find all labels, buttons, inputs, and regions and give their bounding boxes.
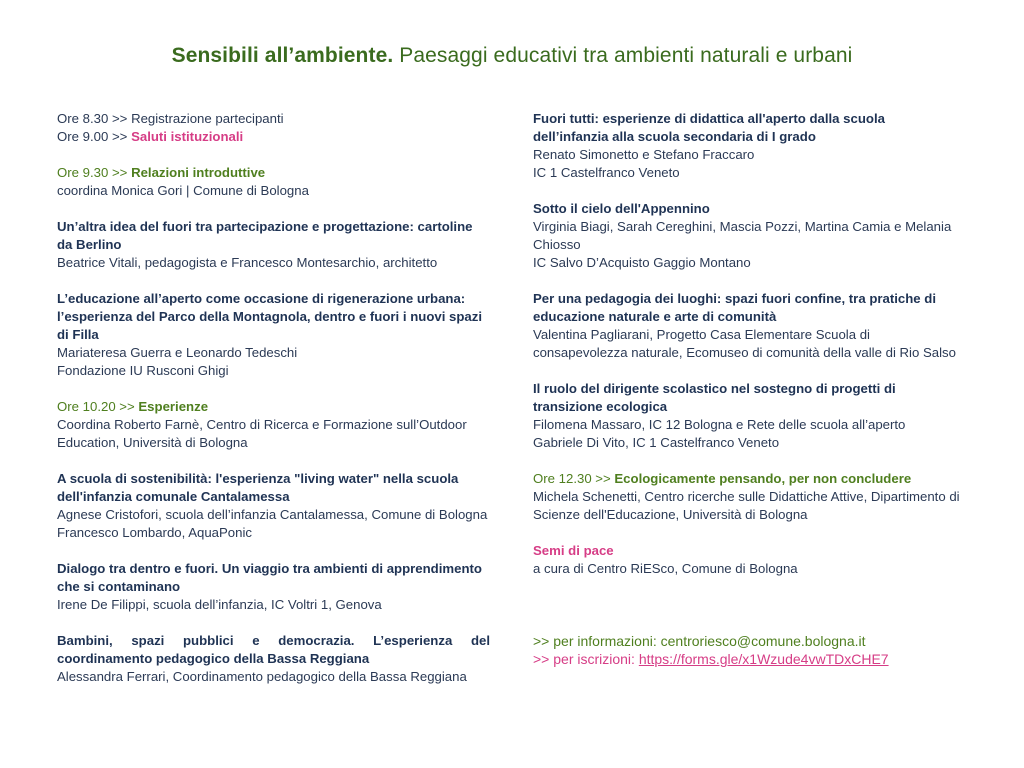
talk-speaker: Fondazione IU Rusconi Ghigi (57, 363, 229, 378)
talk-speaker: Renato Simonetto e Stefano Fraccaro (533, 147, 755, 162)
info-email[interactable]: centroriesco@comune.bologna.it (660, 633, 866, 649)
talk-title: Un’altra idea del fuori tra partecipazione e progettazione: cartoline da Berlino (57, 219, 473, 252)
talk-speaker: Alessandra Ferrari, Coordinamento pedagogico della Bassa Reggiana (57, 669, 467, 684)
info-line: >> per informazioni: centroriesco@comune.bologna.it (533, 633, 866, 649)
iscrizioni-line: >> per iscrizioni: https://forms.gle/x1Wzude4vwTDxCHE7 (533, 651, 889, 667)
left-column (57, 110, 490, 686)
esperienze-coordinator: Coordina Roberto Farnè, Centro di Ricerca e Formazione sull’Outdoor Education, Università di Bologna (57, 417, 467, 450)
talk-title: L’educazione all’aperto come occasione di rigenerazione urbana: l’esperienza del Parco della Montagnola, dentro e fuori i nuovi spazi di Filla (57, 291, 483, 342)
schedule-relazioni: Ore 9.30 >> Relazioni introduttive (57, 165, 266, 180)
right-column (533, 110, 963, 668)
iscrizioni-link[interactable]: https://forms.gle/x1Wzude4vwTDxCHE7 (638, 651, 889, 667)
talk-speaker: Gabriele Di Vito, IC 1 Castelfranco Veneto (533, 435, 780, 450)
schedule-registration: Ore 8.30 >> Registrazione partecipanti (57, 111, 284, 126)
talk-speaker: IC 1 Castelfranco Veneto (533, 165, 680, 180)
talk-title: A scuola di sostenibilità: l'esperienza "living water" nella scuola dell'infanzia comunale Cantalamessa (57, 471, 459, 504)
schedule-esperienze: Ore 10.20 >> Esperienze (57, 399, 209, 414)
schedule-ecologica: Ore 12.30 >> Ecologicamente pensando, per non concludere (533, 471, 912, 486)
talk-speaker: Irene De Filippi, scuola dell’infanzia, IC Voltri 1, Genova (57, 597, 382, 612)
page-title (0, 44, 1024, 68)
talk-speaker: Francesco Lombardo, AquaPonic (57, 525, 252, 540)
talk-title: Il ruolo del dirigente scolastico nel sostegno di progetti di transizione ecologica (533, 381, 896, 414)
talk-title: Sotto il cielo dell'Appennino (533, 201, 710, 216)
schedule-saluti: Ore 9.00 >> Saluti istituzionali (57, 129, 244, 144)
ecologica-speaker: Michela Schenetti, Centro ricerche sulle Didattiche Attive, Dipartimento di Scienze dell'Educazione, Università di Bologna (533, 489, 960, 522)
title-bold: Sensibili all’ambiente. (171, 44, 394, 67)
relazioni-coordinator: coordina Monica Gori | Comune di Bologna (57, 183, 309, 198)
talk-speaker: Beatrice Vitali, pedagogista e Francesco Montesarchio, architetto (57, 255, 438, 270)
talk-speaker: Mariateresa Guerra e Leonardo Tedeschi (57, 345, 298, 360)
semi-di-pace-credit: a cura di Centro RiESco, Comune di Bologna (533, 561, 798, 576)
talk-title: Per una pedagogia dei luoghi: spazi fuori confine, tra pratiche di educazione naturale e arte di comunità (533, 291, 936, 324)
talk-title: Fuori tutti: esperienze di didattica all'aperto dalla scuola dell’infanzia alla scuola secondaria di I grado (533, 111, 885, 144)
semi-di-pace-heading: Semi di pace (533, 543, 614, 558)
talk-speaker: IC Salvo D’Acquisto Gaggio Montano (533, 255, 751, 270)
talk-speaker: Virginia Biagi, Sarah Cereghini, Mascia Pozzi, Martina Camia e Melania Chiosso (533, 219, 952, 252)
talk-speaker: Valentina Pagliarani, Progetto Casa Elementare Scuola di consapevolezza naturale, Ecomuseo di comunità della valle di Rio Salso (533, 327, 956, 360)
talk-title: Dialogo tra dentro e fuori. Un viaggio tra ambienti di apprendimento che si contaminano (57, 561, 482, 594)
talk-speaker: Filomena Massaro, IC 12 Bologna e Rete delle scuola all’aperto (533, 417, 906, 432)
title-rest: Paesaggi educativi tra ambienti naturali e urbani (399, 44, 853, 67)
talk-title: Bambini, spazi pubblici e democrazia. L’esperienza del coordinamento pedagogico della Bassa Reggiana (57, 633, 490, 666)
talk-speaker: Agnese Cristofori, scuola dell’infanzia Cantalamessa, Comune di Bologna (57, 507, 488, 522)
